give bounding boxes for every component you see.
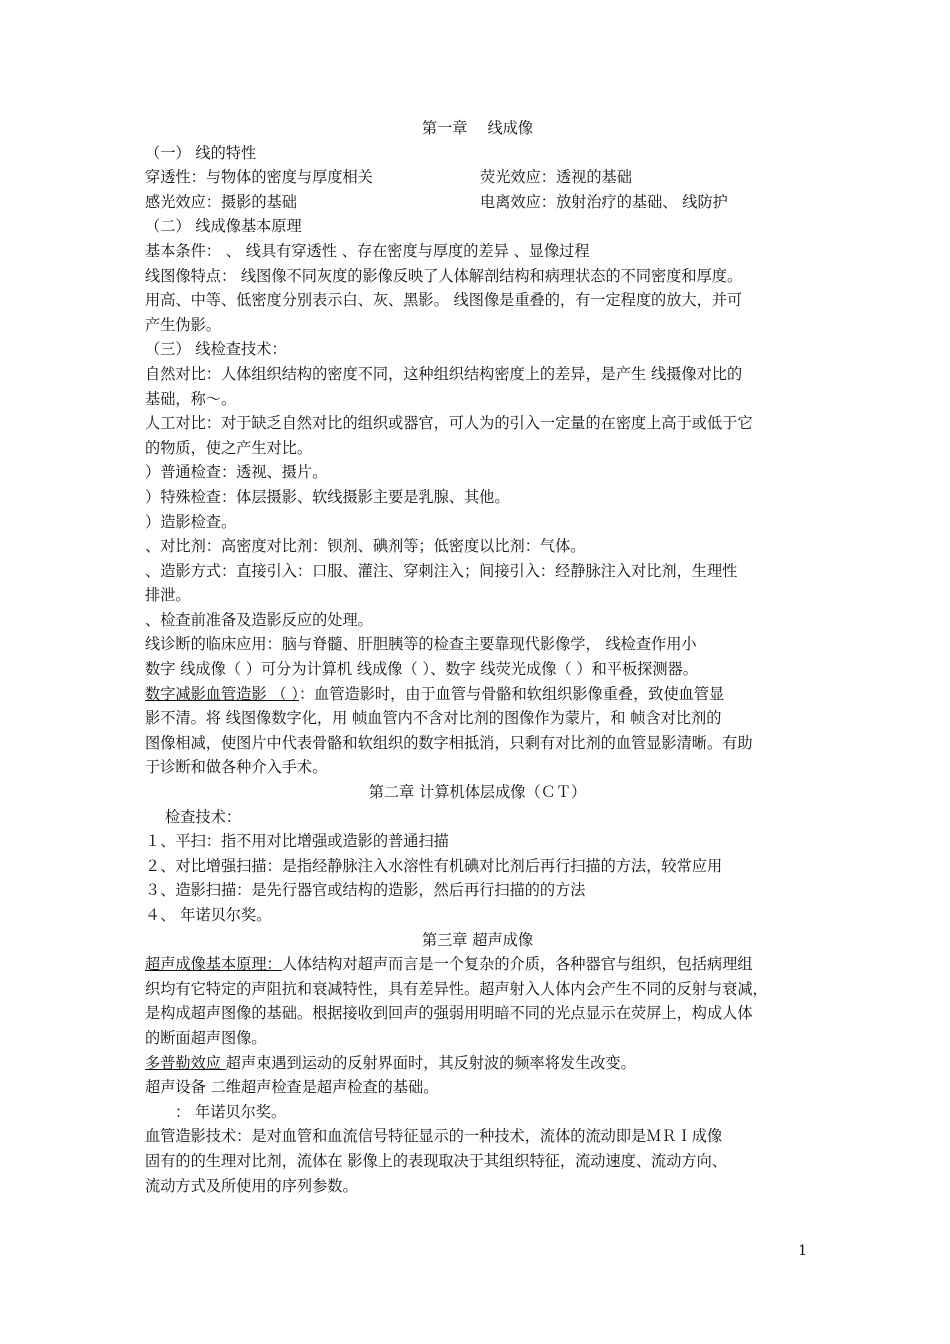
list-item: ２、对比增强扫描：是指经静脉注入水溶性有机碘对比剂后再行扫描的方法，较常应用: [145, 856, 723, 875]
text-line: 影不清。将 线图像数字化，用 帧血管内不含对比剂的图像作为蒙片，和 帧含对比剂的: [145, 709, 722, 728]
text-line: [145, 952, 810, 977]
page-number: 1: [798, 1243, 807, 1259]
list-item: ）造影检查。: [145, 512, 237, 531]
underlined-term: 数字减影血管造影 （ ）: [145, 684, 299, 703]
text-line: 是构成超声图像的基础。根据接收到回声的强弱用明暗不同的光点显示在荧屏上，构成人体: [145, 1004, 753, 1023]
text-line: [145, 682, 810, 707]
text-line: 血管造影技术：是对血管和血流信号特征显示的一种技术，流体的流动即是ＭＲＩ成像: [145, 1127, 723, 1146]
text-line: 用高、中等、低密度分别表示白、灰、黑影。 线图像是重叠的，有一定程度的放大，并可: [145, 291, 743, 310]
text-line: 检查技术：: [165, 807, 241, 826]
chapter3-title: 第三章 超声成像: [421, 930, 534, 949]
text-line: 固有的的生理对比剂，流体在 影像上的表现取决于其组织特征，流动速度、流动方向、: [145, 1151, 727, 1170]
property-row: [145, 165, 810, 190]
text-line: 的物质，使之产生对比。: [145, 438, 313, 457]
property-text: 荧光效应：透视的基础: [480, 168, 632, 187]
list-item: ）特殊检查：体层摄影、软线摄影主要是乳腺、其他。: [145, 487, 510, 506]
chapter2-title: 第二章 计算机体层成像（ＣＴ）: [368, 783, 587, 802]
list-item: ）普通检查：透视、摄片。: [145, 463, 328, 482]
text-line: 基本条件： 、 线具有穿透性 、存在密度与厚度的差异 、显像过程: [145, 241, 590, 260]
text-line: 织均有它特定的声阻抗和衰减特性，具有差异性。超声射入人体内会产生不同的反射与衰减，: [145, 979, 768, 998]
list-item: １、平扫：指不用对比增强或造影的普通扫描: [145, 832, 449, 851]
text-line: ： 年诺贝尔奖。: [175, 1102, 287, 1121]
text-span: ：对于缺乏自然对比的组织或器官，可人为的引入一定量的在密度上高于或低于它: [205, 414, 753, 433]
text-line: [145, 1051, 810, 1076]
text-line: 数字 线成像（ ）可分为计算机 线成像（ ）、数字 线荧光成像（ ）和平板探测器。: [145, 660, 698, 679]
text-line: 超声设备 二维超声检查是超声检查的基础。: [145, 1078, 439, 1097]
section-heading: （一） 线的特性: [145, 143, 257, 162]
text-line: 线诊断的临床应用：脑与脊髓、肝胆胰等的检查主要靠现代影像学， 线检查作用小: [145, 635, 697, 654]
underlined-term: 多普勒效应: [145, 1053, 226, 1072]
text-line: 流动方式及所使用的序列参数。: [145, 1176, 358, 1195]
property-text: 穿透性：与物体的密度与厚度相关: [145, 168, 373, 187]
property-row: [145, 190, 810, 215]
text-line: 图像相减，使图片中代表骨骼和软组织的数字相抵消，只剩有对比剂的血管显影清晰。有助: [145, 733, 753, 752]
section-heading: （二） 线成像基本原理: [145, 217, 302, 236]
term: 自然对比: [145, 364, 206, 383]
text-span: ：血管造影时，由于血管与骨骼和软组织影像重叠，致使血管显: [298, 684, 725, 703]
text-span: 人体结构对超声而言是一个复杂的介质，各种器官与组织，包括病理组: [281, 955, 753, 974]
list-item: 、对比剂：高密度对比剂：钡剂、碘剂等；低密度以比剂：气体。: [145, 537, 586, 556]
underlined-term: 超声成像基本原理：: [145, 955, 282, 974]
text-line: 排泄。: [145, 586, 191, 605]
list-item: ４、 年诺贝尔奖。: [145, 906, 272, 924]
document-body: [145, 116, 810, 1198]
text-line: 产生伪影。: [145, 315, 221, 334]
section-heading: （三） 线检查技术：: [145, 340, 287, 359]
property-text: 电离效应：放射治疗的基础、 线防护: [480, 192, 728, 211]
text-span: 超声束遇到运动的反射界面时，其反射波的频率将发生改变。: [225, 1053, 636, 1072]
text-line: 线图像特点： 线图像不同灰度的影像反映了人体解剖结构和病理状态的不同密度和厚度。: [145, 266, 743, 285]
list-item: 、造影方式：直接引入：口服、灌注、穿刺注入；间接引入：经静脉注入对比剂，生理性: [145, 561, 738, 580]
text-line: 于诊断和做各种介入手术。: [145, 758, 328, 777]
text-line: 的断面超声图像。: [145, 1028, 267, 1047]
text-line: [145, 362, 810, 387]
chapter1-title: 第一章 线成像: [421, 119, 534, 137]
property-text: 感光效应：摄影的基础: [145, 192, 297, 211]
list-item: 、检查前准备及造影反应的处理。: [145, 610, 373, 629]
list-item: ３、造影扫描：是先行器官或结构的造影，然后再行扫描的的方法: [145, 881, 586, 900]
term: 人工对比: [145, 414, 206, 433]
text-line: [145, 411, 810, 436]
text-line: 基础，称～。: [145, 389, 237, 408]
text-span: ：人体组织结构的密度不同，这种组织结构密度上的差异，是产生 线摄像对比的: [205, 364, 743, 383]
